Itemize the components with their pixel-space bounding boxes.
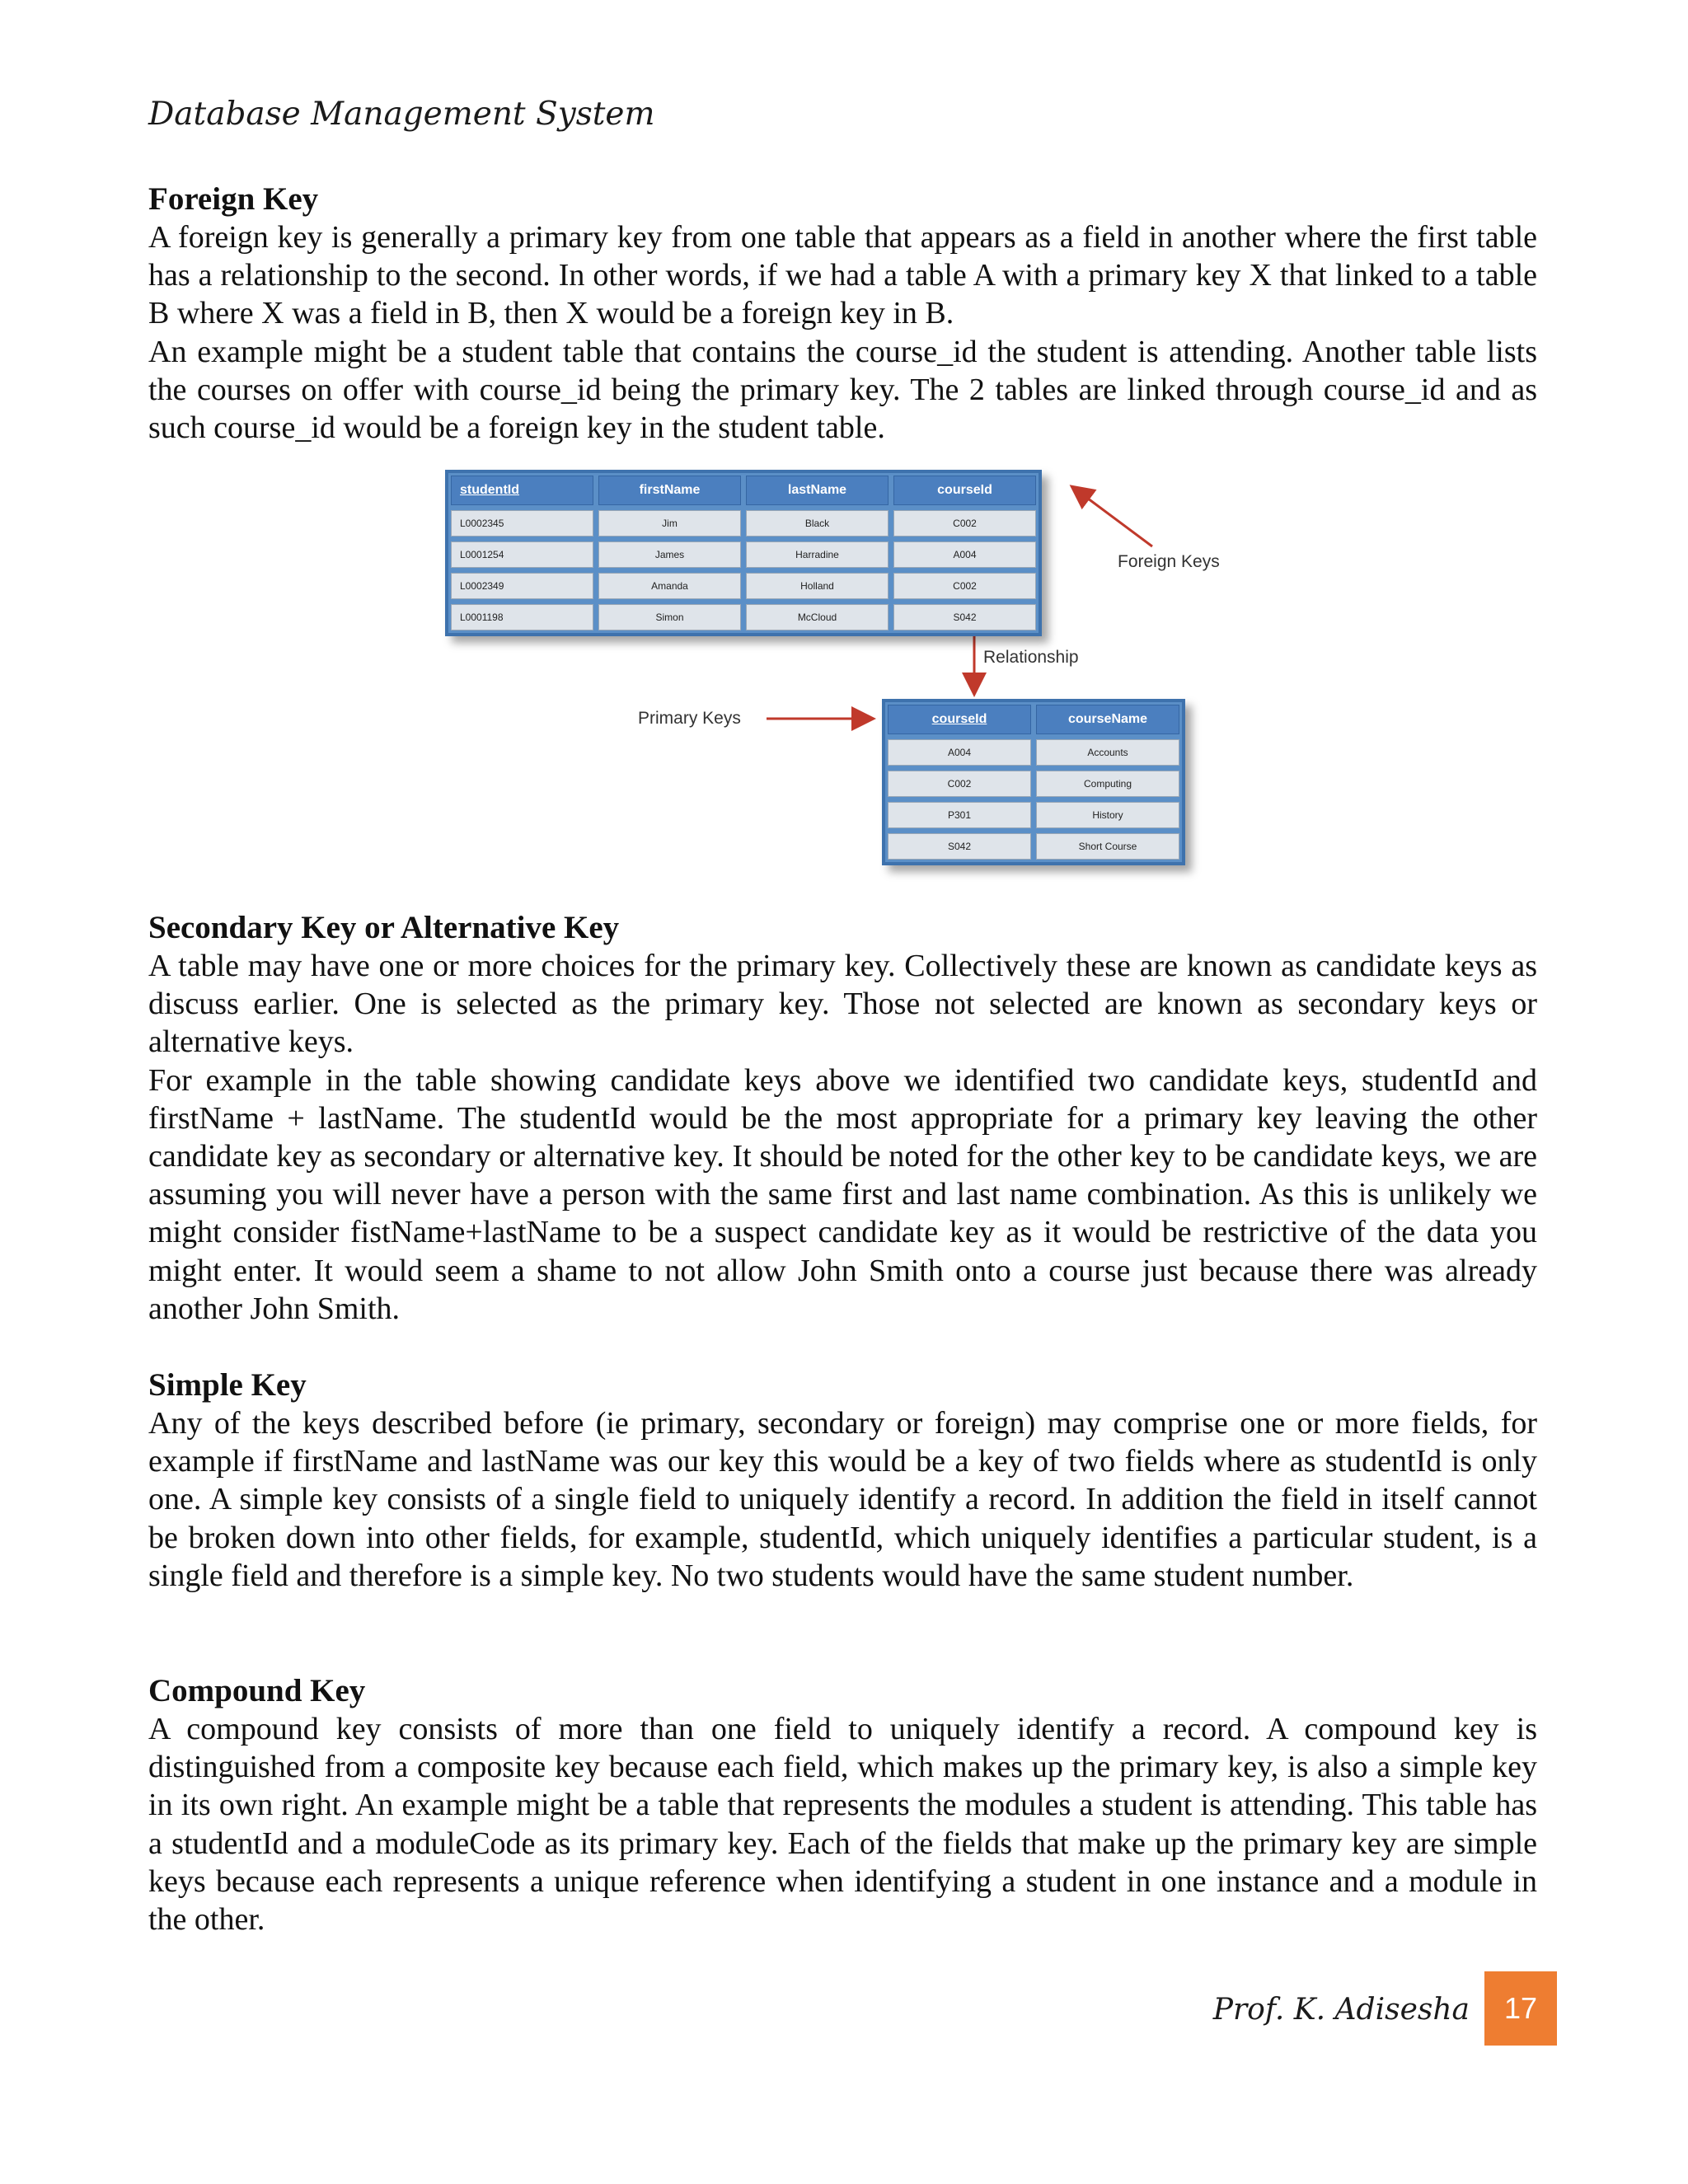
table-cell: Short Course: [1036, 833, 1179, 860]
header-cell: lastName: [746, 476, 889, 505]
page-header-title: Database Management System: [148, 96, 655, 133]
section-simple-key: [148, 1366, 1537, 1595]
section-compound-key: [148, 1672, 1537, 1938]
foreign-keys-arrow: [1071, 486, 1152, 546]
section-heading: Foreign Key: [148, 181, 319, 217]
table-cell: P301: [888, 802, 1031, 828]
courses-table: [882, 699, 1185, 865]
table-cell: Accounts: [1036, 739, 1179, 766]
table-cell: L0001254: [451, 541, 593, 568]
header-cell: studentId: [451, 476, 593, 505]
header-cell: courseId: [893, 476, 1036, 505]
table-cell: S042: [893, 604, 1036, 630]
table-cell: James: [598, 541, 741, 568]
table-cell: A004: [888, 739, 1031, 766]
table-row: [448, 539, 1039, 570]
paragraph: A compound key consists of more than one field to uniquely identify a record. A compound key is distinguished from a composite key because each field, which makes up the primary key, is also a simple key in its own right. An example might be a table that represents the modules a student is attending. This table has a studentId and a moduleCode as its primary key. Each of the fields that make up the primary key are simple keys because each represents a unique reference when identifying a student in one instance and a module in the other.: [148, 1712, 1537, 1938]
section-heading: Secondary Key or Alternative Key: [148, 910, 620, 945]
section-secondary-key: [148, 909, 1537, 1328]
table-row: [885, 799, 1182, 831]
table-cell: History: [1036, 802, 1179, 828]
paragraph: A table may have one or more choices for the primary key. Collectively these are known as candidate keys as discuss earlier. One is selected as the primary key. Those not selected are known as secondary keys or alternative keys.: [148, 949, 1537, 1060]
table-header-row: [885, 702, 1182, 737]
section-foreign-key: [148, 180, 1537, 447]
table-row: [448, 508, 1039, 539]
page-number-badge: 17: [1484, 1971, 1557, 2046]
table-cell: L0002345: [451, 510, 593, 537]
paragraph: Any of the keys described before (ie primary, secondary or foreign) may comprise one or more fields, for example if firstName and lastName was our key this would be a key of two fields where as studentId is only one. A simple key consists of a single field to uniquely identify a record. In addition the field in itself cannot be broken down into other fields, for example, studentId, which uniquely identifies a particular student, is a single field and therefore is a simple key. No two students would have the same student number.: [148, 1406, 1537, 1593]
header-cell: courseId: [888, 705, 1031, 734]
table-cell: C002: [893, 510, 1036, 537]
paragraph: For example in the table showing candidate keys above we identified two candidate keys, studentId and firstName + lastName. The studentId would be the most appropriate for a primary key leaving the other candidate key as secondary or alternative key. It should be noted for the other key to be candidate keys, we are assuming you will never have a person with the same first and last name combination. As this is unlikely we might consider fistName+lastName to be a suspect candidate key as it would be restrictive of the data you might enter. It would seem a shame to not allow John Smith onto a course just because there was already another John Smith.: [148, 1062, 1537, 1326]
table-cell: C002: [888, 771, 1031, 797]
footer-author: Prof. K. Adisesha: [1212, 1993, 1470, 2027]
table-cell: C002: [893, 573, 1036, 599]
table-cell: Black: [746, 510, 889, 537]
relationship-label: Relationship: [983, 648, 1079, 667]
table-cell: McCloud: [746, 604, 889, 630]
table-cell: Amanda: [598, 573, 741, 599]
table-row: [448, 602, 1039, 633]
table-cell: S042: [888, 833, 1031, 860]
table-cell: Harradine: [746, 541, 889, 568]
header-cell: firstName: [598, 476, 741, 505]
paragraph: A foreign key is generally a primary key from one table that appears as a field in another where the first table has a relationship to the second. In other words, if we had a table A with a primary key X that linked to a table B where X was a field in B, then X would be a foreign key in B.: [148, 220, 1537, 331]
table-row: [885, 737, 1182, 768]
section-heading: Compound Key: [148, 1673, 366, 1708]
foreign-key-diagram: [437, 462, 1261, 874]
students-table: [445, 470, 1042, 636]
table-row: [885, 768, 1182, 799]
table-cell: A004: [893, 541, 1036, 568]
paragraph: An example might be a student table that contains the course_id the student is attending. Another table lists the courses on offer with course_id being the primary key. The 2 tables are linked through course_id and as such course_id would be a foreign key in the student table.: [148, 334, 1537, 446]
foreign-keys-label: Foreign Keys: [1118, 552, 1220, 571]
table-cell: Holland: [746, 573, 889, 599]
header-cell: courseName: [1036, 705, 1179, 734]
table-cell: Computing: [1036, 771, 1179, 797]
table-cell: Jim: [598, 510, 741, 537]
section-heading: Simple Key: [148, 1367, 307, 1403]
table-row: [885, 831, 1182, 862]
table-cell: L0001198: [451, 604, 593, 630]
primary-keys-label: Primary Keys: [638, 709, 741, 728]
table-row: [448, 570, 1039, 602]
table-header-row: [448, 473, 1039, 508]
table-cell: Simon: [598, 604, 741, 630]
table-cell: L0002349: [451, 573, 593, 599]
